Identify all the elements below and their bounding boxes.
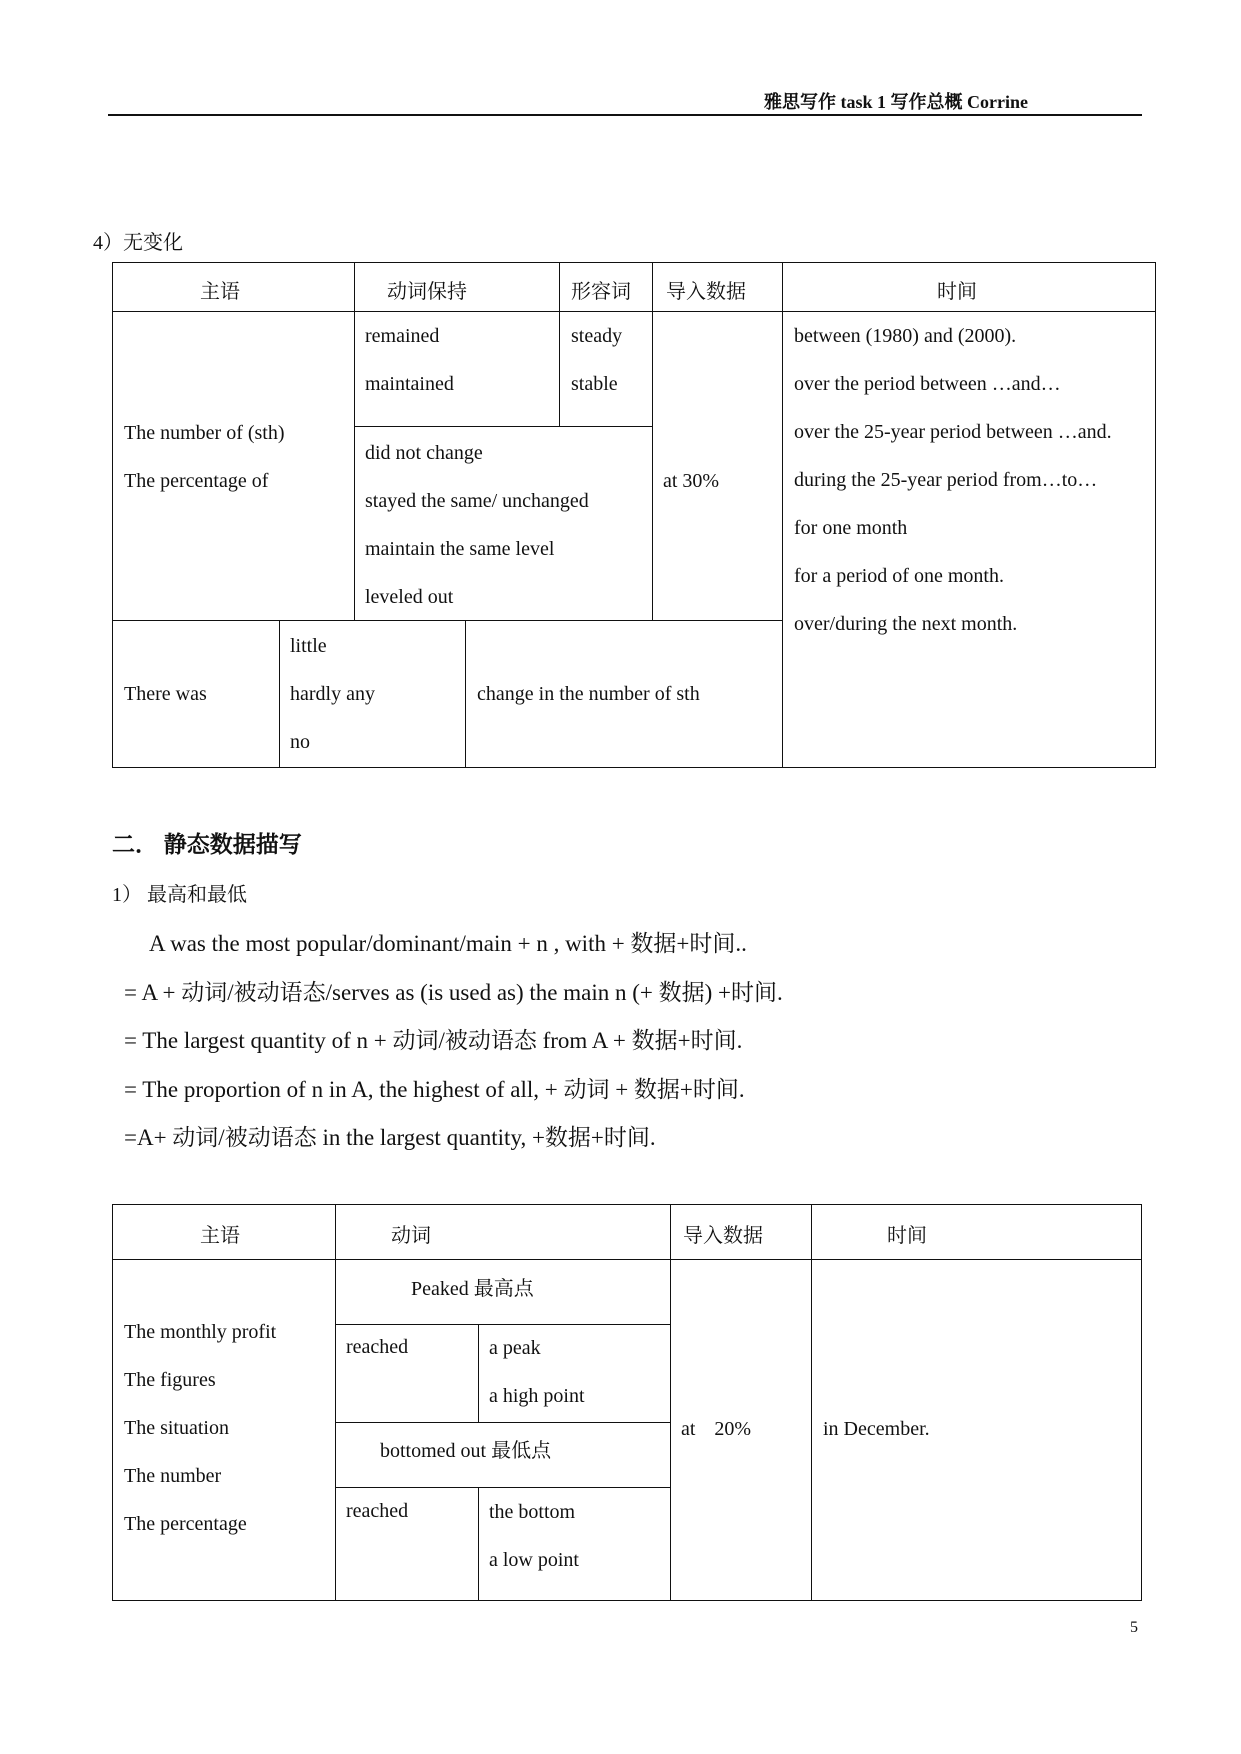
verb-item: did not change (365, 442, 483, 464)
time-value: in December. (823, 1418, 930, 1440)
adjective-item: steady (571, 325, 623, 347)
peak-object-list (489, 1324, 585, 1420)
reached-text: reached (346, 1336, 409, 1358)
subject-item: The monthly profit (124, 1321, 277, 1343)
page-number: 5 (1130, 1619, 1138, 1636)
table-line (112, 1204, 1142, 1205)
bottomed-text: bottomed out 最低点 (380, 1440, 552, 1462)
quantifier-item: little (290, 635, 327, 657)
header-rule (108, 114, 1142, 116)
reached-text: reached (346, 1500, 409, 1522)
verb-item: maintained (365, 373, 454, 395)
sentence-line: = The largest quantity of n + 动词/被动语态 from A + 数据+时间. (124, 1028, 743, 1053)
quantifier-item: hardly any (290, 683, 375, 705)
table-line (112, 262, 1156, 263)
subject-item: The percentage (124, 1513, 247, 1535)
peak-object-item: a high point (489, 1385, 585, 1407)
header-data: 导入数据 (666, 281, 746, 303)
quantifier-list (290, 622, 375, 766)
header-time: 时间 (937, 281, 977, 303)
table-line (335, 1204, 336, 1600)
subject-item: The percentage of (124, 470, 269, 492)
data-value: at 30% (663, 470, 720, 492)
header-title: 雅思写作 task 1 写作总概 Corrine (764, 92, 1028, 112)
table-line (782, 262, 783, 767)
time-item: during the 25-year period from…to… (794, 469, 1098, 491)
table-line (112, 262, 113, 767)
adjective-list (571, 312, 622, 408)
table-line (1141, 1204, 1142, 1600)
time-item: between (1980) and (2000). (794, 325, 1017, 347)
verb-list-a (365, 312, 454, 408)
verb-item: stayed the same/ unchanged (365, 490, 589, 512)
subject-item: The number (124, 1465, 222, 1487)
table-line (652, 262, 653, 620)
section-2-heading: 二． 静态数据描写 (112, 832, 302, 857)
table-line (478, 1324, 479, 1422)
sentence-line: A was the most popular/dominant/main + n , with + 数据+时间.. (149, 931, 747, 956)
table-line (112, 1600, 1142, 1601)
sentence-line: = A + 动词/被动语态/serves as (is used as) the main n (+ 数据) +时间. (124, 980, 783, 1005)
there-was-text: There was (124, 683, 207, 705)
table-line (112, 1204, 113, 1600)
peak-object-item: a peak (489, 1337, 541, 1359)
header-time: 时间 (887, 1225, 927, 1247)
table-line (559, 262, 560, 426)
header-data: 导入数据 (683, 1225, 763, 1247)
verb-item: maintain the same level (365, 538, 555, 560)
header-verb-keep: 动词保持 (387, 281, 467, 303)
table-line (112, 1259, 1142, 1260)
quantifier-item: no (290, 731, 310, 753)
peaked-text: Peaked 最高点 (411, 1278, 534, 1300)
verb-item: leveled out (365, 586, 454, 608)
table-line (811, 1204, 812, 1600)
time-item: for a period of one month. (794, 565, 1004, 587)
table-line (354, 262, 355, 620)
table-line (279, 620, 280, 767)
time-item: over/during the next month. (794, 613, 1018, 635)
header-subject: 主语 (200, 281, 240, 303)
table-line (670, 1204, 671, 1600)
bottom-object-list (489, 1488, 579, 1584)
time-item: over the period between …and… (794, 373, 1061, 395)
header-verb: 动词 (391, 1225, 431, 1247)
header-subject: 主语 (200, 1225, 240, 1247)
time-item: over the 25-year period between …and. (794, 421, 1112, 443)
subject-item: The figures (124, 1369, 216, 1391)
verb-list-b (365, 429, 589, 621)
table-line (335, 1422, 671, 1423)
verb-item: remained (365, 325, 440, 347)
header-adjective: 形容词 (571, 281, 631, 303)
sentence-line: = The proportion of n in A, the highest of all, + 动词 + 数据+时间. (124, 1077, 745, 1102)
table-line (478, 1487, 479, 1600)
table-line (1155, 262, 1156, 767)
time-list (794, 312, 1112, 648)
table-line (112, 767, 1156, 768)
time-item: for one month (794, 517, 908, 539)
adjective-item: stable (571, 373, 618, 395)
bottom-object-item: a low point (489, 1549, 579, 1571)
table-line (465, 620, 466, 767)
subject-list (124, 1308, 276, 1548)
sentence-line: =A+ 动词/被动语态 in the largest quantity, +数据+时间. (124, 1125, 656, 1150)
bottom-object-item: the bottom (489, 1501, 576, 1523)
subject-list (124, 409, 285, 505)
data-value: at 20% (681, 1418, 752, 1440)
section-4-label: 4）无变化 (93, 232, 183, 254)
section-2-sub1: 1） 最高和最低 (112, 884, 247, 906)
table-line (354, 426, 652, 427)
subject-item: The situation (124, 1417, 229, 1439)
change-text: change in the number of sth (477, 683, 700, 705)
subject-item: The number of (sth) (124, 422, 285, 444)
